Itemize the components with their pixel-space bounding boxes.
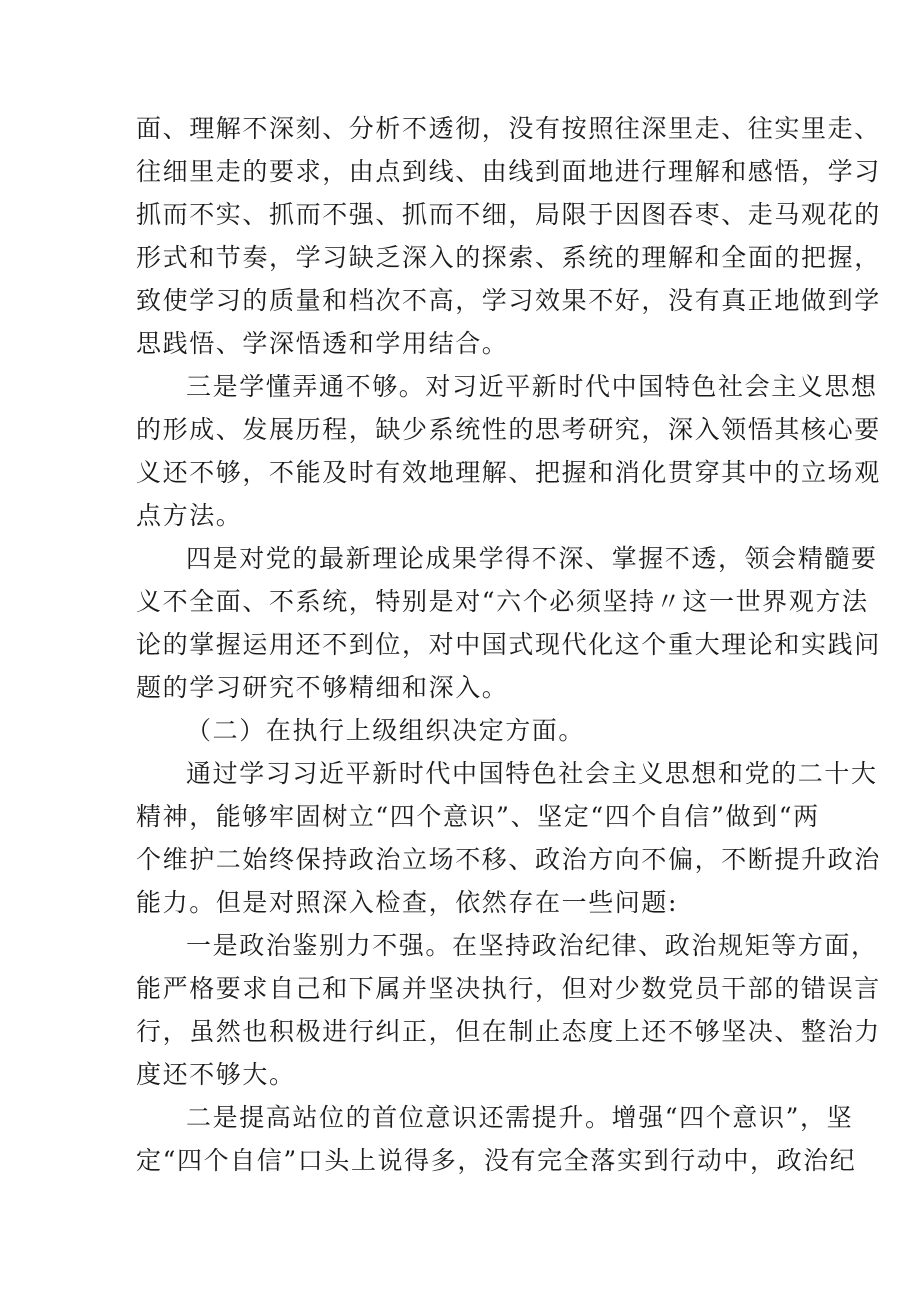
text-line: 的形成、发展历程，缺少系统性的思考研究，深入领悟其核心要 bbox=[136, 415, 881, 444]
text-line: 致使学习的质量和档次不高，学习效果不好，没有真正地做到学 bbox=[136, 286, 881, 315]
text-line: 抓而不实、抓而不强、抓而不细，局限于因图吞枣、走马观花的 bbox=[136, 200, 881, 229]
text-line: 定“四个自信”口头上说得多，没有完全落实到行动中，政治纪 bbox=[136, 1146, 857, 1175]
paragraph-start-line: 通过学习习近平新时代中国特色社会主义思想和党的二十大 bbox=[186, 759, 878, 788]
paragraph-start-line: 四是对党的最新理论成果学得不深、掌握不透，领会精髓要 bbox=[186, 544, 878, 573]
paragraph-start-line: 一是政治鉴别力不强。在坚持政治纪律、政治规矩等方面， bbox=[186, 931, 878, 960]
text-line: 思践悟、学深悟透和学用结合。 bbox=[136, 329, 509, 358]
text-line: 精神，能够牢固树立“四个意识”、坚定“四个自信”做到“两 bbox=[136, 802, 820, 831]
section-heading: （二）在执行上级组织决定方面。 bbox=[186, 716, 586, 745]
text-line: 形式和节奏，学习缺乏深入的探索、系统的理解和全面的把握， bbox=[136, 243, 881, 272]
paragraph-start-line: 二是提高站位的首位意识还需提升。增强“四个意识”，坚 bbox=[186, 1103, 854, 1132]
text-line: 行，虽然也积极进行纠正，但在制止态度上还不够坚决、整治力 bbox=[136, 1017, 881, 1046]
paragraph-start-line: 三是学懂弄通不够。对习近平新时代中国特色社会主义思想 bbox=[186, 372, 878, 401]
text-line: 点方法。 bbox=[136, 501, 243, 530]
text-line: 能严格要求自己和下属并坚决执行，但对少数党员干部的错误言 bbox=[136, 974, 881, 1003]
text-line: 个维护二始终保持政治立场不移、政治方向不偏，不断提升政治 bbox=[136, 845, 881, 874]
text-line: 往细里走的要求，由点到线、由线到面地进行理解和感悟，学习 bbox=[136, 157, 881, 186]
text-line: 义还不够，不能及时有效地理解、把握和消化贯穿其中的立场观 bbox=[136, 458, 881, 487]
text-line: 面、理解不深刻、分析不透彻，没有按照往深里走、往实里走、 bbox=[136, 114, 881, 143]
text-line: 题的学习研究不够精细和深入。 bbox=[136, 673, 509, 702]
text-line: 度还不够大。 bbox=[136, 1060, 296, 1089]
text-line: 义不全面、不系统，特别是对“六个必须坚持〃这一世界观方法 bbox=[136, 587, 869, 616]
text-line: 论的掌握运用还不到位，对中国式现代化这个重大理论和实践问 bbox=[136, 630, 881, 659]
text-line: 能力。但是对照深入检查，依然存在一些问题: bbox=[136, 888, 679, 917]
